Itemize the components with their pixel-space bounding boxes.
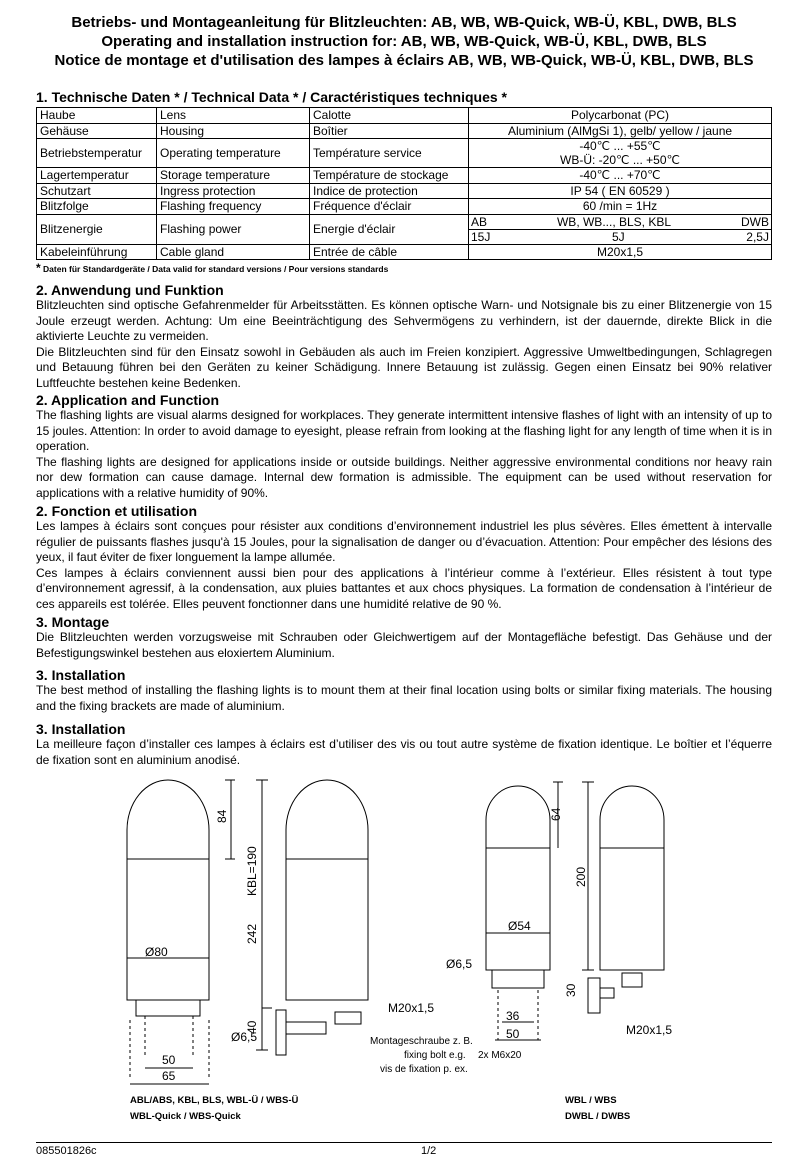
section3-fr-heading: 3. Installation <box>36 721 126 737</box>
paragraph: The flashing lights are designed for applications inside or outside buildings. Neither aggressive environmental conditions nor heavy rain nor dew formation can cause damage. Internal dew formation is admissible. The equipment can be used without reservation for applications with a relative humidity of 90%. <box>36 454 772 500</box>
cell-en: Operating temperature <box>157 139 310 168</box>
table-row <box>37 244 772 260</box>
section2-fr-heading: 2. Fonction et utilisation <box>36 503 197 519</box>
cell-de: Haube <box>37 108 157 124</box>
m20-left: M20x1,5 <box>388 1001 435 1015</box>
energy-model-ab: AB <box>471 214 488 229</box>
cell-fr: Fréquence d'éclair <box>310 199 469 215</box>
operating-temp-wbu: WB-Ü: -20℃ ... +50℃ <box>560 153 680 167</box>
mount-base-wbl <box>492 970 544 988</box>
cell-fr: Température service <box>310 139 469 168</box>
dim-d54: Ø54 <box>508 919 531 933</box>
cell-fr: Entrée de câble <box>310 244 469 260</box>
screw-size: 2x M6x20 <box>478 1050 522 1061</box>
energy-values <box>469 230 771 244</box>
cell-de: Gehäuse <box>37 123 157 139</box>
dim-84: 84 <box>215 809 229 823</box>
cell-fr: Température de stockage <box>310 168 469 184</box>
screw-en: fixing bolt e.g. <box>404 1050 466 1061</box>
cell-de: Blitzfolge <box>37 199 157 215</box>
document-titles <box>0 13 808 70</box>
flashing-energy-cell <box>469 214 772 244</box>
section2-de-heading: 2. Anwendung und Funktion <box>36 282 224 298</box>
mount-base-front <box>136 1000 200 1016</box>
table-row <box>37 168 772 184</box>
dim-242: 242 <box>245 923 259 944</box>
screw-fr: vis de fixation p. ex. <box>380 1064 468 1075</box>
cell-fr: Calotte <box>310 108 469 124</box>
table-row <box>37 123 772 139</box>
dim-30: 30 <box>564 983 578 997</box>
cell-de: Blitzenergie <box>37 214 157 244</box>
cell-de: Betriebstemperatur <box>37 139 157 168</box>
table-row <box>37 108 772 124</box>
dim-d6-5b: Ø6,5 <box>446 957 473 971</box>
dim-64: 64 <box>549 807 563 821</box>
cell-en: Flashing frequency <box>157 199 310 215</box>
paragraph: Les lampes à éclairs sont conçues pour résister aux conditions d’environnement industriel les plus sévères. Elles émettent à intervalle régulier de puissants flashes jusqu'à 15 Joules, pour la signalisation de danger ou d’évacuation. Attention: Pour empêcher des lésions des yeux, il faut éviter de fixer longuement la lampe allumée. <box>36 519 772 564</box>
cell-fr: Energie d'éclair <box>310 214 469 244</box>
bracket-wbl-side <box>588 978 600 1013</box>
cell-value: M20x1,5 <box>469 244 772 260</box>
cell-en: Lens <box>157 108 310 124</box>
paragraph: Ces lampes à éclairs conviennent aussi bien pour des applications à l’intérieur comme à l’extérieur. Elles résistent à tout type d’environnement agressif, à la condensation, aux pluies battantes et aux chocs physiques. La formation de condensation à l’intérieur de ces appareils est tolérée. Elles peuvent fonctionner dans une humidité relative de 90 %. <box>36 565 772 611</box>
section2-de-text <box>36 298 772 391</box>
footnote-star: * <box>36 261 41 275</box>
dim-d6-5: Ø6,5 <box>231 1030 258 1044</box>
cell-value: Aluminium (AlMgSi 1), gelb/ yellow / jaune <box>469 123 772 139</box>
screw-de: Montageschraube z. B. <box>370 1036 473 1047</box>
cell-de: Schutzart <box>37 183 157 199</box>
lamp-outline-side <box>286 780 368 1000</box>
caption-right-1: WBL / WBS <box>565 1095 617 1106</box>
section1-heading: 1. Technische Daten * / Technical Data * / Caractéristiques techniques * <box>36 89 507 105</box>
dim-40: 40 <box>245 1020 259 1034</box>
table-row <box>37 214 772 244</box>
paragraph: The flashing lights are visual alarms designed for workplaces. They generate intermittent intensive flashes of light with an intensity of up to 15 joules. Attention: In order to avoid damage to eyesight, please refrain from looking at the flashing light for any length of time when it is in operation. <box>36 408 772 453</box>
cell-value: -40℃ ... +70℃ <box>469 168 772 184</box>
energy-model-dwb: DWB <box>740 214 769 229</box>
section3-en-heading: 3. Installation <box>36 667 126 683</box>
table-footnote <box>36 261 388 275</box>
dim-50b: 50 <box>506 1027 520 1041</box>
section3-de-heading: 3. Montage <box>36 614 110 630</box>
caption-left-2: WBL-Quick / WBS-Quick <box>130 1111 241 1122</box>
cell-value: Polycarbonat (PC) <box>469 108 772 124</box>
table-row <box>37 183 772 199</box>
cell-de: Kabeleinführung <box>37 244 157 260</box>
energy-value-ab: 15J <box>471 229 491 244</box>
caption-left-1: ABL/ABS, KBL, BLS, WBL-Ü / WBS-Ü <box>130 1095 299 1106</box>
energy-model-wb: WB, WB..., BLS, KBL <box>556 214 672 229</box>
cable-gland-left <box>335 1012 361 1024</box>
title-fr: Notice de montage et d'utilisation des lampes à éclairs AB, WB, WB-Quick, WB-Ü, KBL, DWB, BLS <box>54 52 754 69</box>
energy-models <box>469 215 771 230</box>
bolt-wbl <box>600 988 614 998</box>
cell-fr: Indice de protection <box>310 183 469 199</box>
cell-en: Ingress protection <box>157 183 310 199</box>
lamp-outline-wbl-side <box>600 786 664 970</box>
cell-en: Storage temperature <box>157 168 310 184</box>
caption-right-2: DWBL / DWBS <box>565 1111 631 1122</box>
lamp-outline-wbl-front <box>486 786 550 970</box>
table-row <box>37 139 772 168</box>
cell-de: Lagertemperatur <box>37 168 157 184</box>
dim-65: 65 <box>162 1069 176 1083</box>
section2-en-heading: 2. Application and Function <box>36 392 220 408</box>
cell-en: Cable gland <box>157 244 310 260</box>
footnote-text: Daten für Standardgeräte / Data valid for standard versions / Pour versions standards <box>43 264 389 274</box>
document-code: 085501826c <box>36 1145 97 1157</box>
table-row <box>37 199 772 215</box>
cell-value: IP 54 ( EN 60529 ) <box>469 183 772 199</box>
m20-right: M20x1,5 <box>626 1023 673 1037</box>
dim-d80: Ø80 <box>145 945 168 959</box>
cell-value: 60 /min = 1Hz <box>469 199 772 215</box>
section2-fr-text <box>36 519 772 612</box>
technical-data-table <box>36 107 772 260</box>
section2-en-text <box>36 408 772 501</box>
paragraph: Die Blitzleuchten sind für den Einsatz sowohl in Gebäuden als auch im Freien konzipiert. Aggressive Umweltbedingungen, Schlagregen und Betauung führen bei den Geräten zu keiner Schädigung. Innere Betauung ist zulässig. Gegen einen Einsatz bei 90% relativer Luftfeuchte bestehen keine Bedenken. <box>36 344 772 390</box>
dim-50: 50 <box>162 1053 176 1067</box>
cell-value <box>469 139 772 168</box>
operating-temp-value: -40℃ ... +55℃ <box>579 139 661 153</box>
title-de: Betriebs- und Montageanleitung für Blitzleuchten: AB, WB, WB-Quick, WB-Ü, KBL, DWB, BLS <box>71 14 737 31</box>
dim-kbl: KBL=190 <box>245 846 259 896</box>
fixing-bolt <box>286 1022 326 1034</box>
cell-en: Housing <box>157 123 310 139</box>
section3-fr-text: La meilleure façon d’installer ces lampes à éclairs est d’utiliser des vis ou tout autre système de fixation identique. Le boîtier et l’équerre de fixation sont en aluminium anodisé. <box>36 737 772 767</box>
lamp-outline-front <box>127 780 209 1000</box>
energy-value-dwb: 2,5J <box>746 229 769 244</box>
paragraph: Blitzleuchten sind optische Gefahrenmelder für Arbeitsstätten. Es können optische Warn- und Notsignale bis zu einer Blitzenergie von 15 Joule erzeugt werden. Achtung: Um eine Beeinträchtigung des Sehvermögens zu verhindern, ist der dauernde, direkte Blick in die aktivierte Leuchte zu vermeiden. <box>36 298 772 343</box>
dim-200: 200 <box>574 866 588 887</box>
dim-36: 36 <box>506 1009 520 1023</box>
energy-value-wb: 5J <box>611 229 625 244</box>
cable-gland-right <box>622 973 642 987</box>
page-footer <box>36 1142 772 1157</box>
title-en: Operating and installation instruction for: AB, WB, WB-Quick, WB-Ü, KBL, DWB, BLS <box>101 33 707 50</box>
dimension-drawings <box>0 760 808 1140</box>
section3-de-text: Die Blitzleuchten werden vorzugsweise mit Schrauben oder Gleichwertigem auf der Montagefläche befestigt. Das Gehäuse und der Befestigungswinkel bestehen aus eloxiertem Aluminium. <box>36 630 772 660</box>
section3-en-text: The best method of installing the flashing lights is to mount them at their final location using bolts or similar fixing materials. The housing and the fixing brackets are made of aluminium. <box>36 683 772 713</box>
page-number: 1/2 <box>421 1145 437 1157</box>
bracket-side <box>276 1010 286 1055</box>
cell-fr: Boîtier <box>310 123 469 139</box>
cell-en: Flashing power <box>157 214 310 244</box>
